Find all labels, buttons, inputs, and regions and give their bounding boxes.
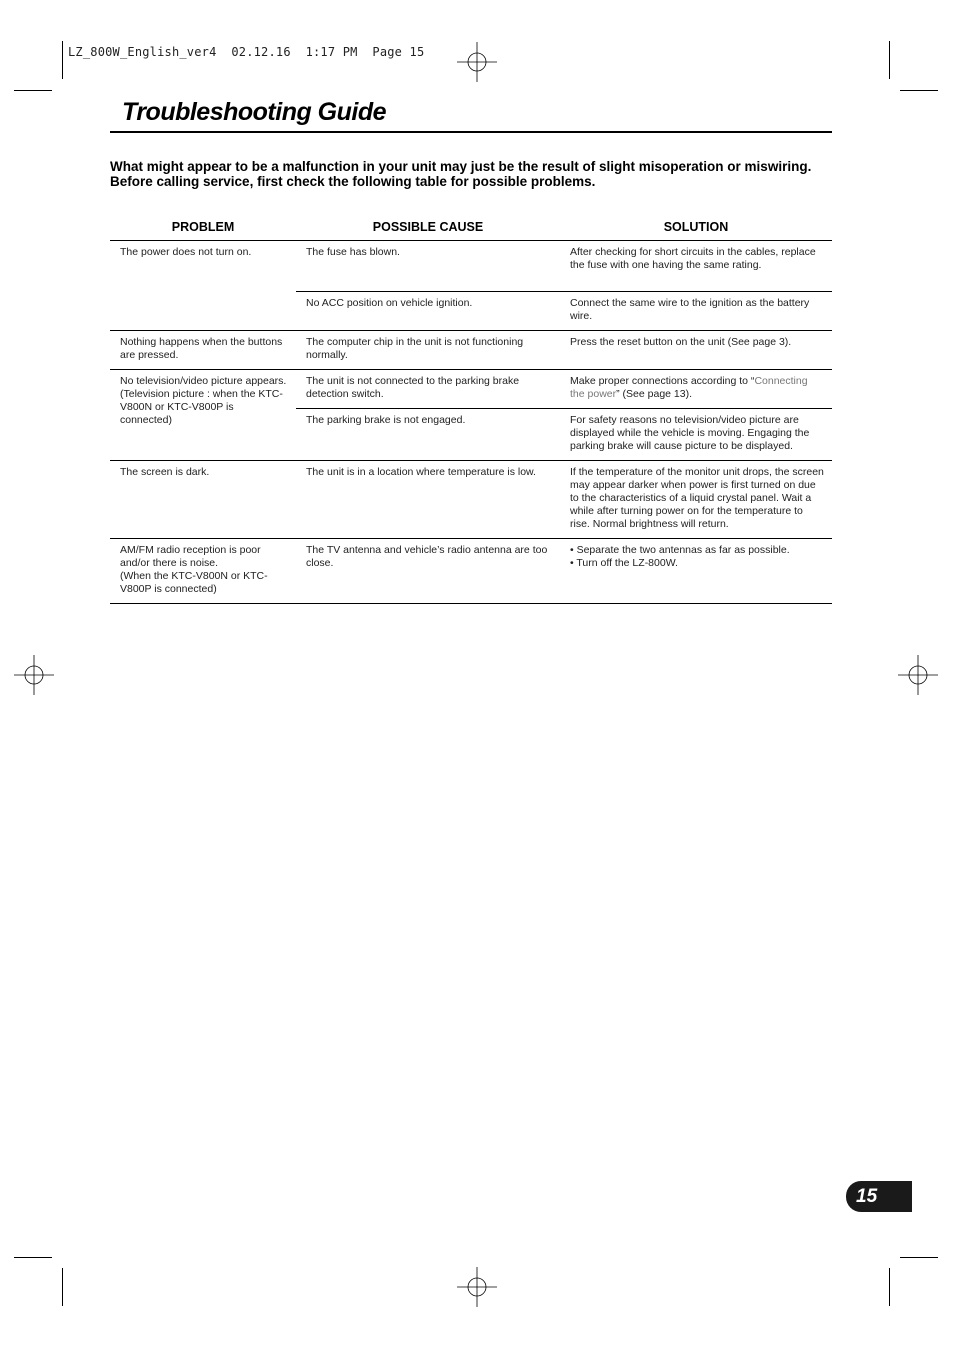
problem-cell: AM/FM radio reception is poor and/or there is noise. (When the KTC-V800N or KTC-V800P is connected): [110, 539, 296, 604]
solution-cell: After checking for short circuits in the cables, replace the fuse with one having the same rating.: [560, 241, 832, 292]
crop-mark: [62, 1268, 63, 1306]
crop-mark: [14, 1257, 52, 1258]
cause-cell: The TV antenna and vehicle’s radio antenna are too close.: [296, 539, 560, 604]
crop-mark: [889, 1268, 890, 1306]
print-slug: LZ_800W_English_ver4 02.12.16 1:17 PM Page 15: [68, 45, 425, 59]
crop-mark: [900, 90, 938, 91]
table-row: [110, 539, 832, 604]
crop-mark: [62, 41, 63, 79]
intro-text: What might appear to be a malfunction in your unit may just be the result of slight misoperation or miswiring. Before calling service, first check the following table for possible problems.: [110, 159, 812, 189]
cause-cell: The unit is not connected to the parking brake detection switch.: [296, 370, 560, 409]
registration-mark-icon: [898, 655, 938, 695]
problem-cell: The screen is dark.: [110, 461, 296, 539]
table-row: [110, 241, 832, 292]
solution-cell: [560, 370, 832, 409]
column-header-solution: SOLUTION: [560, 214, 832, 241]
problem-cell: The power does not turn on.: [110, 241, 296, 331]
solution-cell: For safety reasons no television/video picture are displayed while the vehicle is moving. Engaging the parking brake will cause picture to be displayed.: [560, 409, 832, 461]
solution-cell: [560, 539, 832, 604]
cause-cell: The parking brake is not engaged.: [296, 409, 560, 461]
table-row: [110, 461, 832, 539]
troubleshooting-table: [110, 214, 832, 604]
crop-mark: [889, 41, 890, 79]
solution-text: ” (See page 13).: [616, 388, 693, 400]
crop-mark: [14, 90, 52, 91]
solution-text: Make proper connections according to “: [570, 375, 755, 387]
page-number: 15: [846, 1181, 912, 1212]
registration-mark-icon: [457, 42, 497, 82]
cause-cell: No ACC position on vehicle ignition.: [296, 292, 560, 331]
table-row: [110, 331, 832, 370]
crop-mark: [900, 1257, 938, 1258]
bullet-item: • Separate the two antennas as far as possible.: [570, 544, 790, 556]
column-header-problem: PROBLEM: [110, 214, 296, 241]
connecting-power-link[interactable]: Connecting the power: [570, 375, 808, 400]
problem-cell: Nothing happens when the buttons are pressed.: [110, 331, 296, 370]
solution-cell: If the temperature of the monitor unit drops, the screen may appear darker when power is first turned on due to the characteristics of a liquid crystal panel. Wait a while after turning power on for the temperature to rise. Normal brightness will return.: [560, 461, 832, 539]
cause-cell: The computer chip in the unit is not functioning normally.: [296, 331, 560, 370]
bullet-item: • Turn off the LZ-800W.: [570, 557, 678, 569]
registration-mark-icon: [457, 1267, 497, 1307]
solution-cell: Press the reset button on the unit (See page 3).: [560, 331, 832, 370]
page-title: Troubleshooting Guide: [122, 98, 387, 126]
table-row: [110, 370, 832, 409]
solution-cell: Connect the same wire to the ignition as the battery wire.: [560, 292, 832, 331]
cause-cell: The unit is in a location where temperature is low.: [296, 461, 560, 539]
title-rule: [110, 131, 832, 133]
column-header-cause: POSSIBLE CAUSE: [296, 214, 560, 241]
problem-cell: No television/video picture appears. (Television picture : when the KTC-V800N or KTC-V800P is connected): [110, 370, 296, 461]
registration-mark-icon: [14, 655, 54, 695]
table-header-row: [110, 214, 832, 241]
cause-cell: The fuse has blown.: [296, 241, 560, 292]
